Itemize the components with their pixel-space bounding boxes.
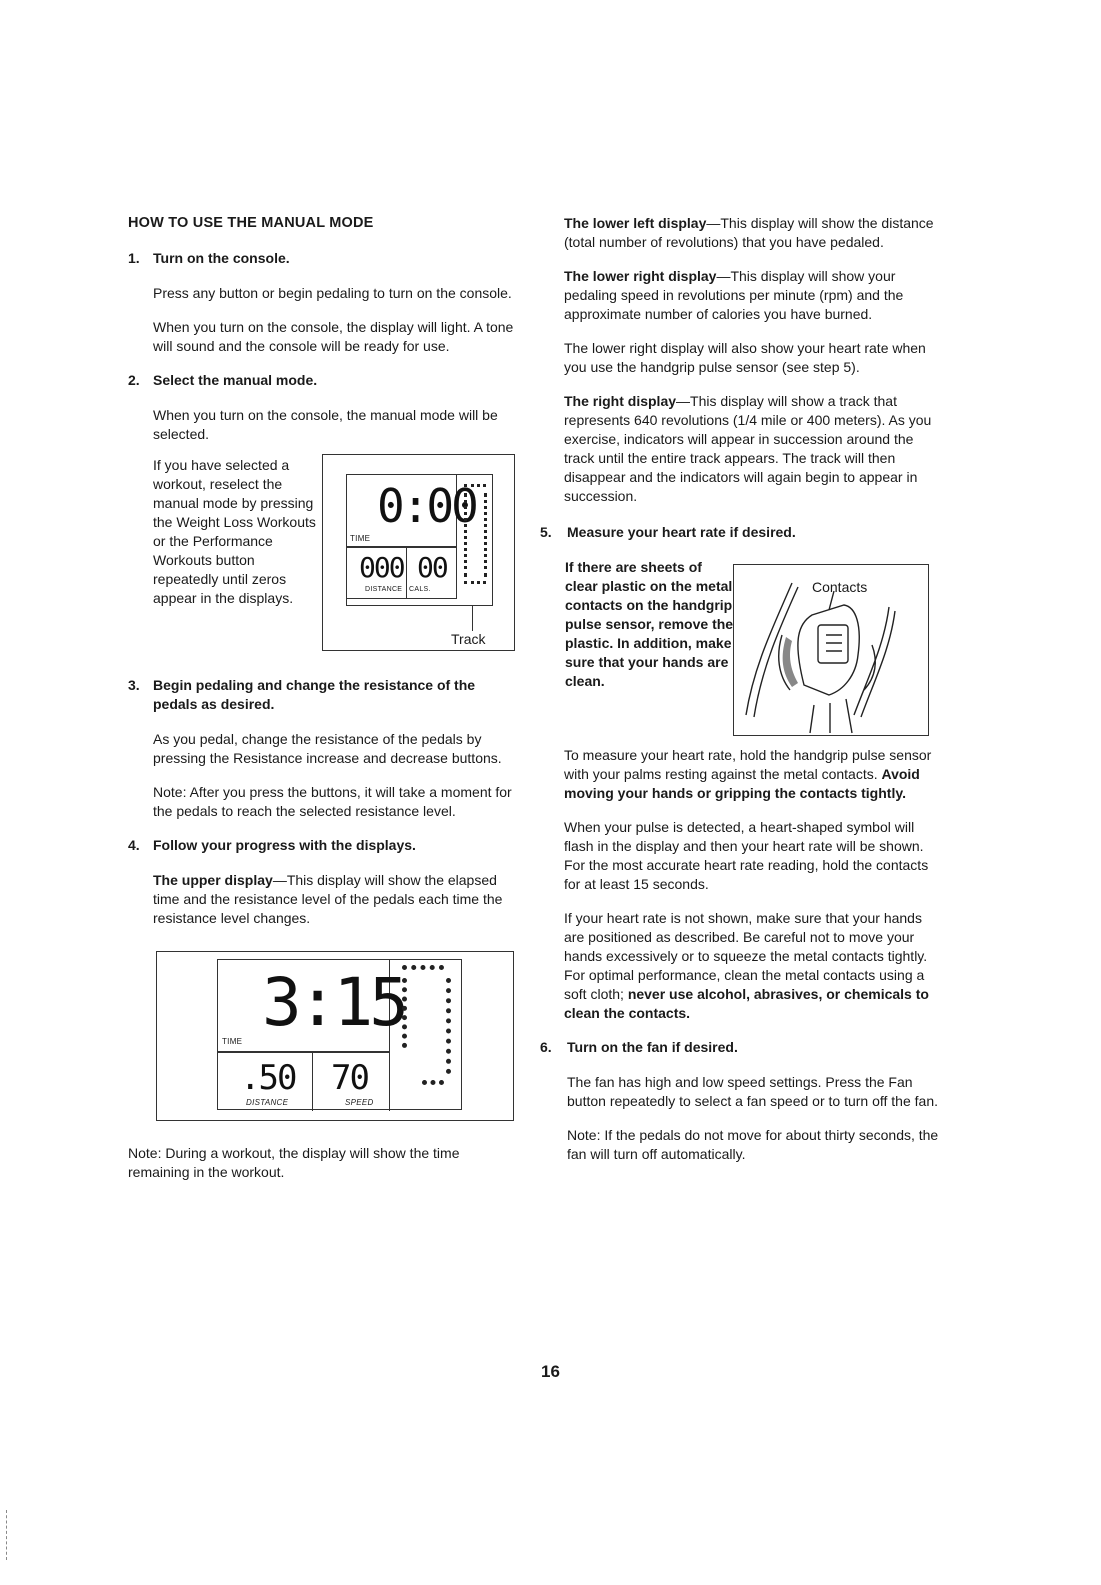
- lower-left-display: [218, 1052, 313, 1111]
- track-bottom: [422, 1080, 444, 1085]
- step-3-title: 3. Begin pedaling and change the resistance of the pedals as desired.: [128, 677, 476, 712]
- step-number: 2.: [128, 372, 140, 388]
- lower-right-display: [407, 547, 457, 599]
- step-1-title: 1. Turn on the console.: [128, 250, 290, 266]
- paragraph: To measure your heart rate, hold the handgrip pulse sensor with your palms resting against the metal contacts. Avoid moving your hands or gripping the contacts tightly.: [564, 747, 932, 801]
- upper-display-figure: [156, 951, 514, 1121]
- track-top: [464, 484, 486, 487]
- track-label: Track: [451, 631, 486, 647]
- paragraph: The lower right display will also show your heart rate when you use the handgrip pulse sensor (see step 5).: [564, 340, 926, 375]
- right-column: [540, 214, 940, 1179]
- paragraph: Note: After you press the buttons, it will take a moment for the pedals to reach the selected resistance level.: [153, 784, 512, 819]
- step-number: 1.: [128, 250, 140, 266]
- calories-label: CALS.: [409, 586, 431, 593]
- distance-readout: 000: [359, 551, 404, 584]
- paragraph: The upper display—This display will show the elapsed time and the resistance level of the pedals each time the resistance level changes.: [153, 872, 503, 926]
- note: Note: If the pedals do not move for about thirty seconds, the fan will turn off automatically.: [567, 1127, 939, 1162]
- paragraph: The lower right display—This display will show your pedaling speed in revolutions per minute (rpm) and the approximate number of calories you have burned.: [564, 268, 904, 322]
- console-display-figure: [322, 454, 515, 651]
- step-number: 5.: [540, 524, 552, 540]
- paragraph: When you turn on the console, the display will light. A tone will sound and the console will be ready for use.: [153, 319, 514, 354]
- track-top: [402, 965, 444, 970]
- upper-display: [218, 960, 405, 1052]
- track-right: [484, 493, 487, 577]
- paragraph: If there are sheets of clear plastic on the metal contacts on the handgrip pulse sensor, remove the plastic. In addition, make sure that your hands are clean.: [565, 559, 734, 689]
- note: Note: During a workout, the display will show the time remaining in the workout.: [128, 1145, 460, 1180]
- upper-display: [347, 475, 476, 547]
- paragraph: When you turn on the console, the manual mode will be selected.: [153, 407, 498, 442]
- calories-readout: 00: [417, 551, 447, 584]
- step-6-title: 6. Turn on the fan if desired.: [540, 1039, 738, 1055]
- manual-mode-block: [153, 456, 524, 668]
- lower-right-display: [313, 1052, 390, 1111]
- time-readout: 3:15: [262, 964, 405, 1041]
- step-5-title: 5. Measure your heart rate if desired.: [540, 524, 796, 540]
- paragraph: When your pulse is detected, a heart-shaped symbol will flash in the display and then your heart rate will be shown. For the most accurate heart rate reading, hold the contacts for at least 15 seconds.: [564, 819, 929, 892]
- paragraph: If you have selected a workout, reselect the manual mode by pressing the Weight Loss Workouts or the Performance Workouts button repeatedly until zeros appear in the displays.: [153, 457, 316, 606]
- paragraph: As you pedal, change the resistance of the pedals by pressing the Resistance increase and decrease buttons.: [153, 731, 502, 766]
- paragraph: The right display—This display will show a track that represents 640 revolutions (1/4 mile or 400 meters). As you exercise, indicators will appear in succession around the track until the entire track appears. The track will then disappear and the indicators will again begin to appear in succession.: [564, 393, 932, 504]
- page-number: 16: [541, 1362, 560, 1381]
- track-left: [402, 978, 407, 1048]
- lcd-panel: [346, 474, 493, 606]
- speed-readout: 70: [331, 1058, 368, 1098]
- step-number: 6.: [540, 1039, 552, 1055]
- paragraph: The fan has high and low speed settings. Press the Fan button repeatedly to select a fan speed or to turn off the fan.: [567, 1074, 938, 1109]
- time-readout: 0:00: [377, 479, 476, 533]
- paragraph: Press any button or begin pedaling to turn on the console.: [153, 285, 512, 301]
- lower-left-display: [347, 547, 407, 599]
- paragraph: The lower left display—This display will show the distance (total number of revolutions) that you have pedaled.: [564, 215, 934, 250]
- track-bottom: [464, 581, 486, 584]
- lcd-panel: [217, 959, 462, 1110]
- distance-label: DISTANCE: [365, 586, 403, 593]
- distance-label: DISTANCE: [246, 1098, 289, 1107]
- section-heading: HOW TO USE THE MANUAL MODE: [128, 215, 374, 231]
- left-column: [128, 214, 524, 1182]
- time-label: TIME: [222, 1037, 243, 1046]
- contacts-block: [540, 558, 940, 754]
- track-pointer-line: [472, 605, 473, 631]
- time-label: TIME: [350, 534, 371, 543]
- track-left: [464, 493, 467, 577]
- contacts-label: Contacts: [812, 579, 868, 595]
- paragraph: If your heart rate is not shown, make sure that your hands are positioned as described. Be careful not to move your hands excessively or to squeeze the metal contacts tightly. For optimal performance, clean the metal contacts using a soft cloth; never use alcohol, abrasives, or chemicals to clean the contacts.: [564, 910, 929, 1021]
- margin-mark: [6, 1510, 8, 1560]
- speed-label: SPEED: [345, 1098, 374, 1107]
- step-4-title: 4. Follow your progress with the displays.: [128, 837, 416, 853]
- track-right: [446, 978, 451, 1074]
- distance-readout: .50: [240, 1058, 296, 1098]
- step-number: 3.: [128, 677, 140, 693]
- handgrip-contacts-figure: [733, 564, 929, 736]
- step-2-title: 2. Select the manual mode.: [128, 372, 318, 388]
- step-number: 4.: [128, 837, 140, 853]
- upper-display-figure-wrap: [128, 943, 524, 1127]
